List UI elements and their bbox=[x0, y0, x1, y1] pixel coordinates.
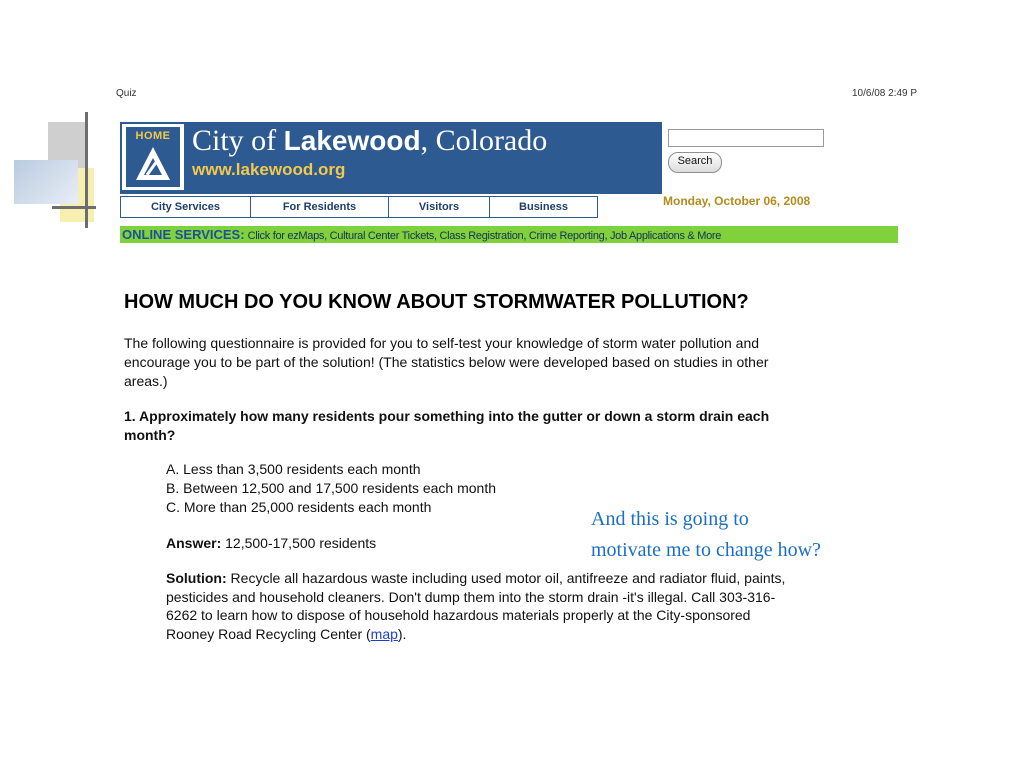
main-nav bbox=[120, 196, 598, 218]
site-title[interactable] bbox=[192, 124, 547, 158]
decor-blue-square bbox=[14, 160, 78, 204]
map-link[interactable]: map bbox=[370, 625, 398, 642]
option-c: C. More than 25,000 residents each month bbox=[166, 499, 432, 515]
quiz-headline: HOW MUCH DO YOU KNOW ABOUT STORMWATER POLLUTION? bbox=[124, 291, 749, 313]
site-url[interactable]: www.lakewood.org bbox=[192, 160, 346, 179]
site-banner bbox=[120, 122, 662, 194]
option-b: B. Between 12,500 and 17,500 residents each month bbox=[166, 480, 497, 496]
search-button[interactable]: Search bbox=[668, 152, 722, 173]
annotation-line-1: And this is going to bbox=[591, 508, 749, 530]
solution-end: ). bbox=[397, 625, 407, 642]
city-logo-icon bbox=[133, 144, 173, 184]
solution-paragraph bbox=[166, 569, 786, 643]
home-button[interactable] bbox=[122, 124, 184, 190]
nav-for-residents[interactable]: For Residents bbox=[251, 197, 389, 217]
presenter-annotation bbox=[591, 504, 821, 566]
solution-text: Recycle all hazardous waste including used motor oil, antifreeze and radiator fluid, paints, pesticides and household cleaners. Don't dump them into the storm drain -it's illegal. Call 303-316-6262 to learn how to dispose of household hazardous materials properly at the City-sponsored Rooney Road Recycling Center ( bbox=[166, 570, 786, 642]
nav-visitors[interactable]: Visitors bbox=[389, 197, 490, 217]
online-services-bar[interactable] bbox=[120, 226, 898, 243]
annotation-line-2: motivate me to change how? bbox=[591, 539, 821, 561]
nav-city-services[interactable]: City Services bbox=[121, 197, 251, 217]
answer-text: 12,500-17,500 residents bbox=[221, 535, 377, 551]
nav-business[interactable]: Business bbox=[519, 201, 568, 213]
online-services-text: Click for ezMaps, Cultural Center Tickets, Class Registration, Crime Reporting, Job Applications & More bbox=[247, 230, 722, 242]
quiz-question: 1. Approximately how many residents pour something into the gutter or down a storm drain each month? bbox=[124, 408, 770, 443]
solution-label: Solution: bbox=[166, 570, 227, 586]
home-label: HOME bbox=[135, 130, 171, 142]
site-title-prefix: City of bbox=[192, 124, 284, 157]
site-title-bold: Lakewood bbox=[283, 125, 421, 156]
option-a: A. Less than 3,500 residents each month bbox=[166, 461, 421, 477]
online-services-label: ONLINE SERVICES: bbox=[122, 227, 245, 242]
search-input[interactable] bbox=[668, 129, 824, 147]
decor-vertical-line bbox=[85, 112, 88, 228]
quiz-content bbox=[124, 288, 814, 643]
answer-label: Answer: bbox=[166, 535, 222, 551]
page-timestamp: 10/6/08 2:49 P bbox=[852, 88, 918, 99]
home-badge bbox=[126, 127, 180, 187]
site-title-suffix: , Colorado bbox=[420, 124, 548, 157]
page-tab-title: Quiz bbox=[116, 88, 137, 99]
decor-horizontal-line bbox=[52, 206, 96, 209]
quiz-intro: The following questionnaire is provided for you to self-test your knowledge of storm water pollution and encourage you to be part of the solution! (The statistics below were developed based on studies in other areas.) bbox=[124, 335, 769, 389]
current-date: Monday, October 06, 2008 bbox=[663, 194, 811, 208]
